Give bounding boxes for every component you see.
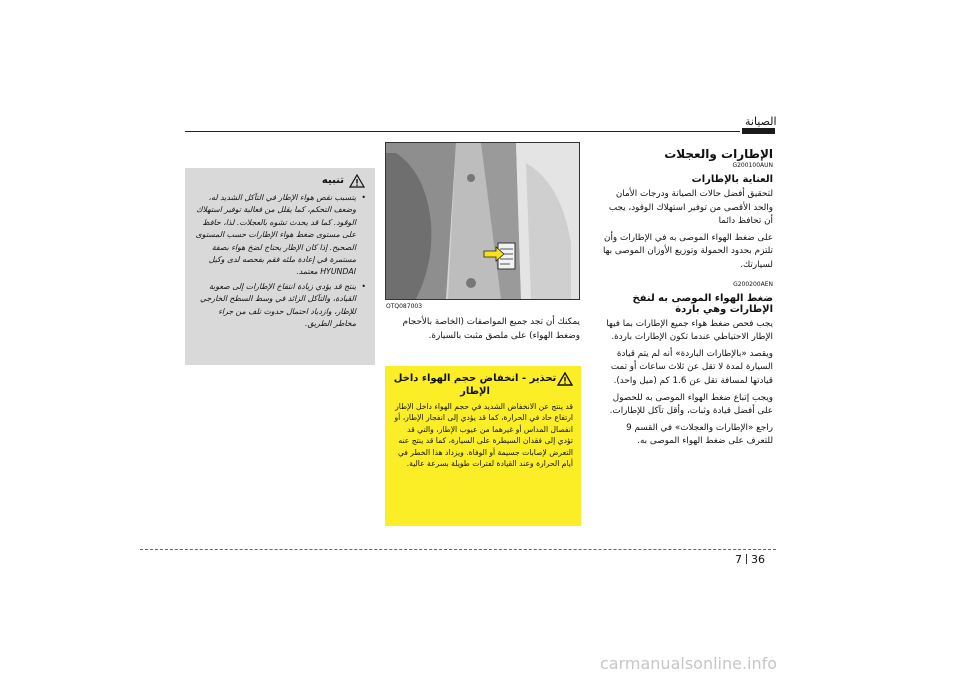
spec-location-text: يمكنك أن تجد جميع المواصفات (الخاصة بالأحجام وضغط الهواء) على ملصق مثبت بالسيارة. [402, 317, 580, 341]
paragraph: يجب فحص ضغط هواء جميع الإطارات بما فيها الإطار الاحتياطي عندما تكون الإطارات باردة. [606, 318, 773, 343]
section-title: الصيانة [745, 115, 777, 128]
page-number [735, 553, 765, 566]
section-heading: الإطارات والعجلات [664, 147, 773, 161]
notice-item: • يتسبب نقص هواء الإطار في التآكل الشديد له، وضعف التحكم، كما يقلل من فعالية توفير استهلاك الوقود. كما قد يحدث تشوه بالعجلات. لذا، حافظ على مستوى ضغط هواء الإطارات حسب المستوى الصحيح. إذا كان الإطار يحتاج لضخ هواء بصفة مستمرة في إعادة ملئه فقم بفحصه لدى وكيل HYUNDAI معتمد. [194, 192, 356, 279]
warning-box [385, 366, 581, 526]
tire-label-photo [385, 142, 580, 300]
watermark: carmanualsonline.info [600, 654, 778, 673]
heading-code: G200100AUN [732, 162, 773, 169]
header-rule [185, 131, 740, 132]
notice-title: تنبيه [321, 175, 344, 186]
paragraph: لتحقيق أفضل حالات الصيانة ودرجات الأمان والحد الأقصى من توفير استهلاك الوقود، يجب أن تحافظ دائما [608, 189, 773, 227]
warning-triangle-icon [557, 372, 573, 386]
caution-triangle-icon [349, 174, 365, 188]
notice-item: • ينتج قد يؤدي زيادة انتفاخ الإطارات إلى صعوبة القيادة، والتآكل الزائد في وسط السطح الخارجي للإطار، وازدياد احتمال حدوث تلف من جراء مخاطر الطريق. [194, 281, 356, 331]
notice-box [185, 168, 375, 365]
subheading-tire-care: العناية بالإطارات [691, 174, 773, 185]
header-accent-bar [742, 128, 775, 134]
page-num: 36 [751, 553, 765, 566]
door-frame-illustration [386, 143, 579, 299]
paragraph: على ضغط الهواء الموصى به في الإطارات وأن تلتزم بحدود الحمولة وتوزيع الأوزان الموصى بها لسيارتك. [602, 232, 773, 270]
figure-code: OTQ087003 [386, 303, 423, 310]
footer-rule [140, 549, 776, 550]
paragraph: ويقصد «بالإطارات الباردة» أنه لم يتم قيادة السيارة لمدة لا تقل عن ثلاث ساعات أو تمت قيادتها لمسافة تقل عن 1.6 كم (ميل واحد). [610, 348, 773, 386]
paragraph: راجع «الإطارات والعجلات» في القسم 9 للتعرف على ضغط الهواء الموصى به. [626, 422, 773, 447]
paragraph: ويجب إتباع ضغط الهواء الموصى به للحصول على أفضل قيادة وثبات، وأقل تآكل للإطارات. [609, 392, 773, 417]
page-section: 7 [735, 553, 742, 566]
page-separator [746, 554, 747, 564]
subheading-code: G200200AEN [733, 280, 773, 288]
right-column [598, 141, 773, 449]
notice-list [194, 192, 366, 330]
subheading-cold-pressure: ضغط الهواء الموصى به لنفخ الإطارات وهي باردة [632, 292, 773, 315]
warning-title: تحذير - انخفاض حجم الهواء داخل الإطار [393, 373, 557, 397]
warning-body: قد ينتج عن الانخفاض الشديد في حجم الهواء داخل الإطار ارتفاع حاد في الحرارة، كما قد يؤدي إلى انفجار الإطار، أو انفصال المداس أو غيرهما من عيوب الإطار، والتي قد تؤدي إلى فقدان السيطرة على السيارة، كما قد ينتج عنه التعرض لإصابات جسيمة أو الوفاة. ويزداد هذا الخطر في أيام الحرارة وعند القيادة لفترات طويلة بسرعة عالية. [394, 402, 573, 469]
